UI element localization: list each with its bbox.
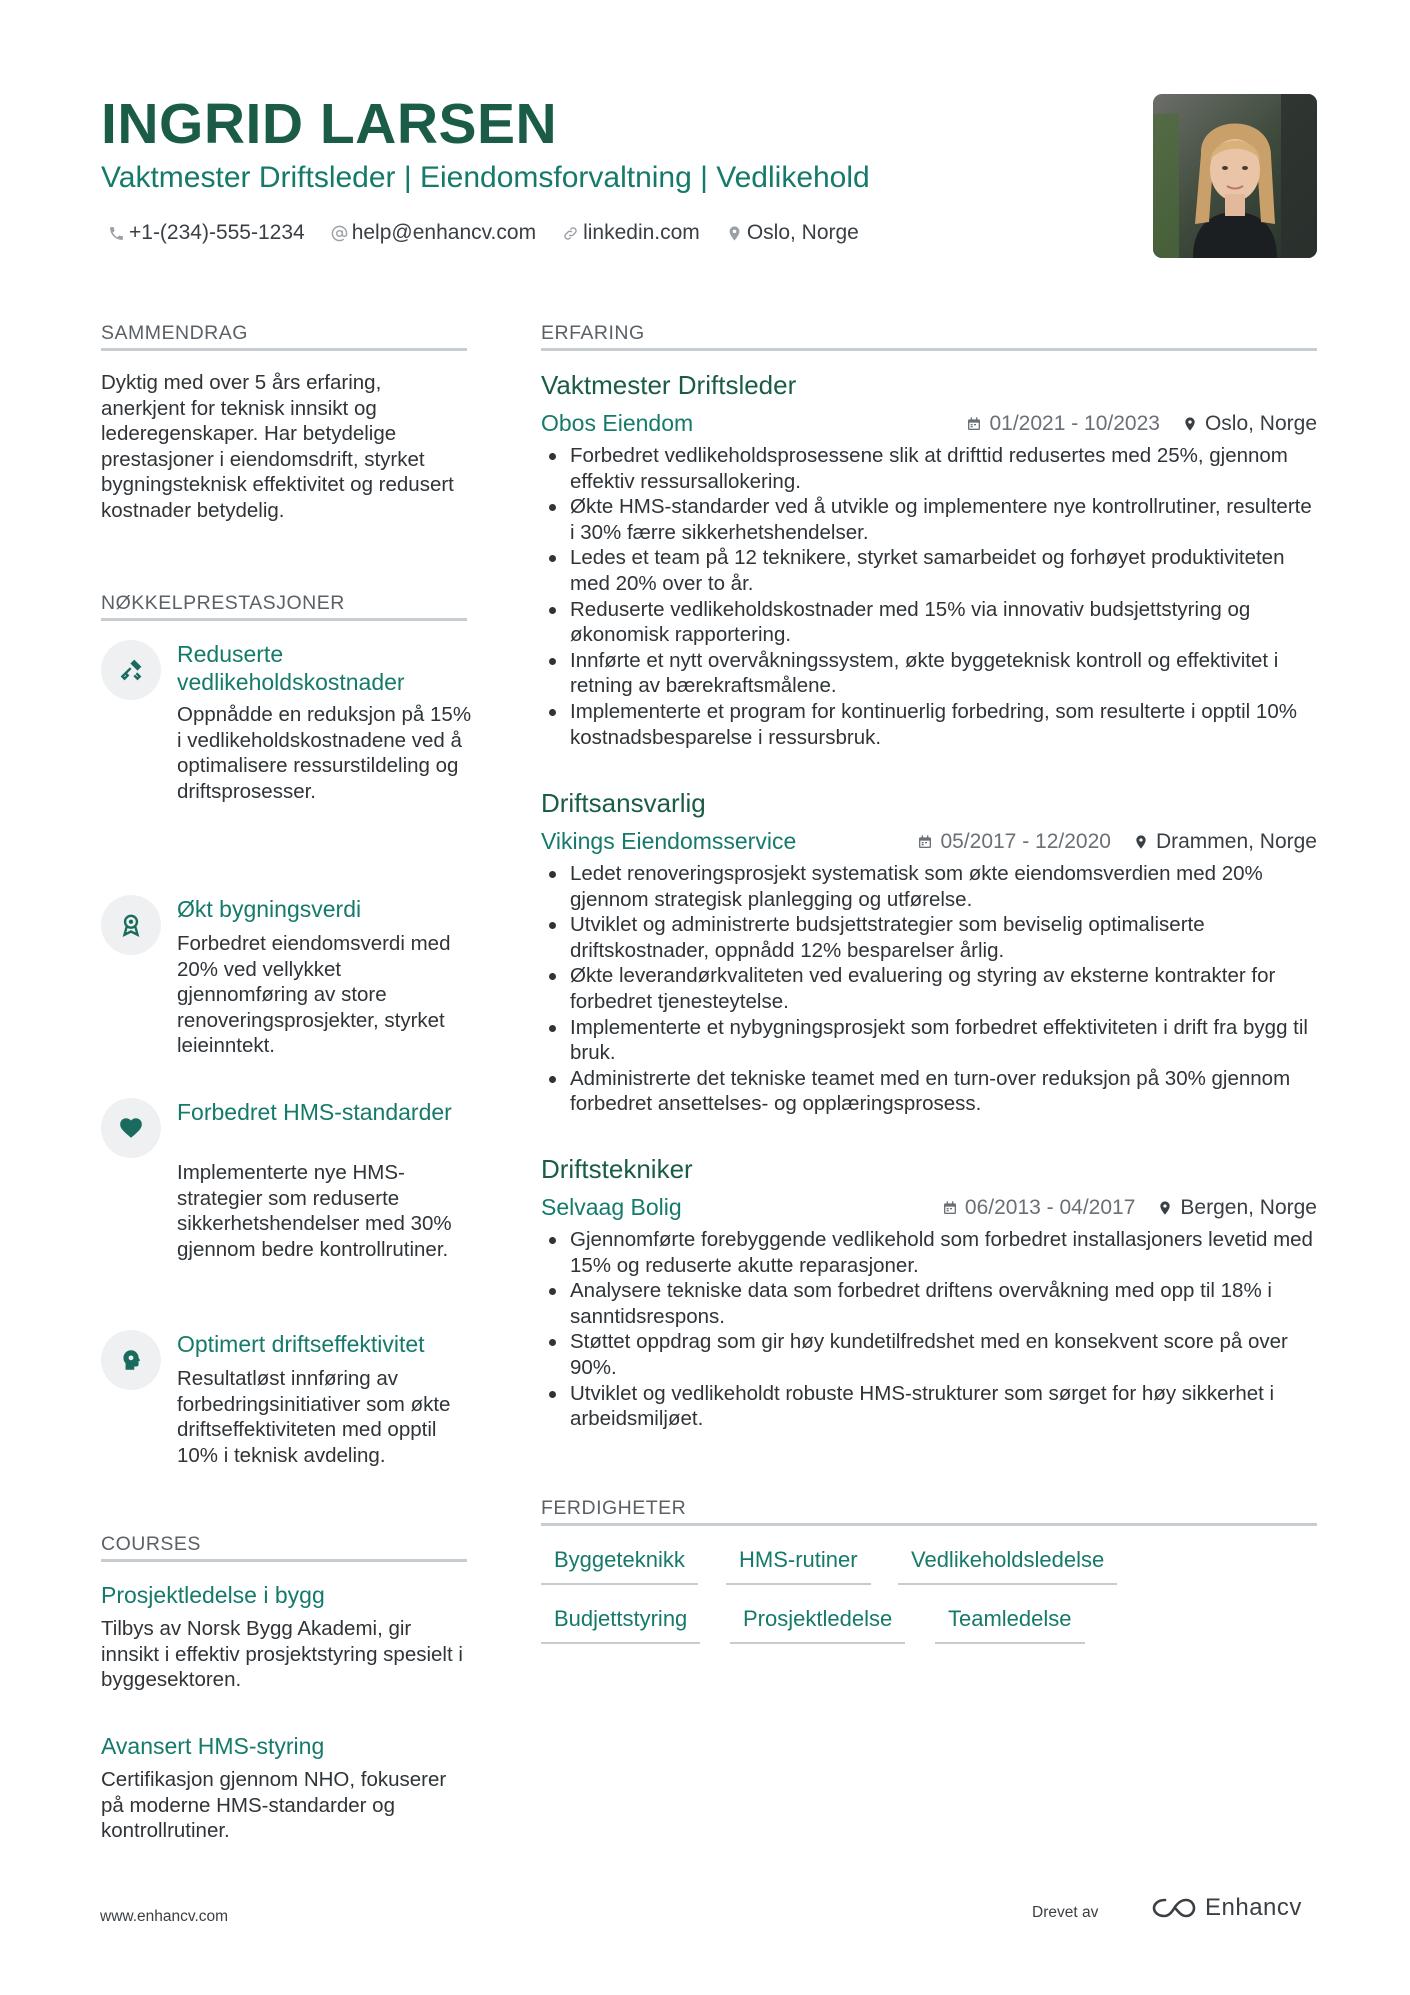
section-divider bbox=[541, 348, 1317, 351]
job-location bbox=[1133, 827, 1317, 857]
summary-text: Dyktig med over 5 års erfaring, anerkjent for teknisk innsikt og lederegenskaper. Har betydelige prestasjoner i eiendomsdrift, styrket bygningsteknisk effektivitet og redusert kostnader betydelig. bbox=[101, 371, 454, 522]
job-bullet: Forbedret vedlikeholdsprosessene slik at drifttid redusertes med 25%, gjennom effektiv ressursallokering. bbox=[545, 443, 1321, 494]
job-company: Vikings Eiendomsservice bbox=[541, 828, 797, 854]
section-title-achievements: NØKKELPRESTASJONER bbox=[101, 592, 345, 614]
achievement-item bbox=[101, 895, 471, 1065]
contact-linkedin[interactable] bbox=[562, 218, 700, 248]
job-dates bbox=[917, 827, 1110, 857]
phone-text: +1-(234)-555-1234 bbox=[129, 221, 305, 244]
section-divider bbox=[101, 1559, 467, 1562]
location-text: Oslo, Norge bbox=[746, 221, 859, 244]
section-divider bbox=[541, 1523, 1317, 1526]
footer-url[interactable]: www.enhancv.com bbox=[100, 1908, 229, 1925]
email-text: help@enhancv.com bbox=[351, 221, 537, 244]
job-company: Selvaag Bolig bbox=[541, 1194, 682, 1220]
achievement-desc: Resultatløst innføring av forbedringsinitiativer som økte driftseffektiviteten med opptil 10% i teknisk avdeling. bbox=[177, 1367, 451, 1467]
job-dates bbox=[966, 409, 1159, 439]
job-dates-text: 05/2017 - 12/2020 bbox=[940, 830, 1111, 853]
job-bullet: Utviklet og vedlikeholdt robuste HMS-strukturer som sørget for høy sikkerhet i arbeidsmiljøet. bbox=[545, 1381, 1321, 1432]
calendar-icon bbox=[966, 416, 982, 432]
heart-icon bbox=[118, 1115, 144, 1141]
job-location-text: Oslo, Norge bbox=[1204, 412, 1317, 435]
location-pin-icon bbox=[726, 225, 743, 242]
job-meta bbox=[917, 827, 1317, 857]
job-dates-text: 06/2013 - 04/2017 bbox=[964, 1196, 1136, 1219]
job-title: Driftsansvarlig bbox=[541, 788, 706, 818]
achievement-icon-wrap bbox=[101, 1098, 161, 1158]
calendar-icon bbox=[942, 1200, 958, 1216]
job-location bbox=[1157, 1193, 1317, 1223]
achievement-title: Forbedret HMS-standarder bbox=[177, 1099, 452, 1125]
at-icon bbox=[331, 225, 348, 242]
job-dates-text: 01/2021 - 10/2023 bbox=[989, 412, 1160, 435]
location-pin-icon bbox=[1157, 1200, 1173, 1216]
contact-location bbox=[726, 218, 859, 248]
skill-tag: Teamledelse bbox=[935, 1604, 1085, 1644]
enhancv-logo-text: Enhancv bbox=[1205, 1894, 1302, 1921]
contact-email[interactable] bbox=[331, 218, 536, 248]
section-title-courses: COURSES bbox=[101, 1533, 201, 1555]
footer-powered-by: Drevet av bbox=[1032, 1904, 1099, 1921]
link-icon bbox=[562, 225, 579, 242]
course-title: Avansert HMS-styring bbox=[101, 1733, 325, 1759]
contact-phone[interactable] bbox=[108, 218, 305, 248]
achievement-icon-wrap bbox=[101, 640, 161, 700]
job-meta bbox=[942, 1193, 1317, 1223]
achievement-title: Reduserte vedlikeholdskostnader bbox=[177, 641, 405, 695]
job-dates bbox=[942, 1193, 1135, 1223]
achievement-item bbox=[101, 1330, 471, 1490]
job-bullet: Innførte et nytt overvåkningssystem, økte byggeteknisk kontroll og effektivitet i retning av bærekraftsmålene. bbox=[545, 648, 1321, 699]
job-bullet: Økte leverandørkvaliteten ved evaluering og styring av eksterne kontrakter for forbedret tjenesteytelse. bbox=[545, 963, 1321, 1014]
candidate-name: INGRID LARSEN bbox=[101, 92, 558, 156]
section-divider bbox=[101, 618, 467, 621]
location-pin-icon bbox=[1133, 834, 1149, 850]
head-gear-icon bbox=[118, 1347, 144, 1373]
skill-tag: HMS-rutiner bbox=[726, 1545, 871, 1585]
skill-tag: Budjettstyring bbox=[541, 1604, 700, 1644]
job-bullet: Ledet renoveringsprosjekt systematisk som økte eiendomsverdien med 20% gjennom strategisk planlegging og utførelse. bbox=[545, 861, 1321, 912]
achievement-desc: Implementerte nye HMS-strategier som reduserte sikkerhetshendelser med 30% gjennom bedre kontrollrutiner. bbox=[177, 1161, 452, 1261]
skill-tag: Byggeteknikk bbox=[541, 1545, 698, 1585]
job-location bbox=[1182, 409, 1317, 439]
job-location-text: Drammen, Norge bbox=[1155, 830, 1317, 853]
job-bullet: Administrerte det tekniske teamet med en turn-over reduksjon på 30% gjennom forbedret ansettelses- og opplæringsprosess. bbox=[545, 1066, 1321, 1117]
course-desc: Tilbys av Norsk Bygg Akademi, gir innsikt i effektiv prosjektstyring spesielt i byggesektoren. bbox=[101, 1617, 463, 1692]
job-bullets bbox=[545, 861, 1321, 1117]
achievement-icon-wrap bbox=[101, 895, 161, 955]
job-bullet: Økte HMS-standarder ved å utvikle og implementere nye kontrollrutiner, resulterte i 30% færre sikkerhetshendelser. bbox=[545, 494, 1321, 545]
contact-bar bbox=[108, 218, 859, 248]
enhancv-logo[interactable] bbox=[1151, 1894, 1302, 1922]
award-icon bbox=[118, 912, 144, 938]
job-location-text: Bergen, Norge bbox=[1180, 1196, 1317, 1219]
job-bullet: Analysere tekniske data som forbedret driftens overvåkning med opp til 18% i sanntidsrespons. bbox=[545, 1278, 1321, 1329]
job-bullet: Implementerte et nybygningsprosjekt som forbedret effektiviteten i drift fra bygg til bruk. bbox=[545, 1015, 1321, 1066]
section-title-skills: FERDIGHETER bbox=[541, 1497, 687, 1519]
job-bullets bbox=[545, 1227, 1321, 1432]
skill-tag: Prosjektledelse bbox=[730, 1604, 905, 1644]
achievement-desc: Forbedret eiendomsverdi med 20% ved vellykket gjennomføring av store renoveringsprosjekter, styrket leieinntekt. bbox=[177, 932, 451, 1058]
job-bullets bbox=[545, 443, 1321, 750]
skill-tag: Vedlikeholdsledelse bbox=[898, 1545, 1117, 1585]
achievement-desc: Oppnådde en reduksjon på 15% i vedlikeholdskostnadene ved å optimalisere ressurstildeling og driftsprosesser. bbox=[177, 703, 472, 803]
section-divider bbox=[101, 348, 467, 351]
phone-icon bbox=[108, 225, 125, 242]
job-title: Vaktmester Driftsleder bbox=[541, 370, 797, 400]
job-bullet: Ledes et team på 12 teknikere, styrket samarbeidet og forhøyet produktiviteten med 20% over to år. bbox=[545, 545, 1321, 596]
course-desc: Certifikasjon gjennom NHO, fokuserer på moderne HMS-standarder og kontrollrutiner. bbox=[101, 1768, 447, 1843]
job-bullet: Gjennomførte forebyggende vedlikehold som forbedret installasjoners levetid med 15% og reduserte akutte reparasjoner. bbox=[545, 1227, 1321, 1278]
tools-icon bbox=[118, 657, 144, 683]
achievement-title: Optimert driftseffektivitet bbox=[177, 1331, 425, 1357]
job-bullet: Utviklet og administrerte budsjettstrategier som beviselig optimaliserte driftskostnader, oppnådd 12% besparelser årlig. bbox=[545, 912, 1321, 963]
section-title-experience: ERFARING bbox=[541, 322, 645, 344]
job-bullet: Implementerte et program for kontinuerlig forbedring, som resulterte i opptil 10% kostnadsbesparelse i ressursbruk. bbox=[545, 699, 1321, 750]
job-title: Driftstekniker bbox=[541, 1154, 693, 1184]
job-bullet: Støttet oppdrag som gir høy kundetilfredshet med en konsekvent score på over 90%. bbox=[545, 1329, 1321, 1380]
job-bullet: Reduserte vedlikeholdskostnader med 15% via innovativ budsjettstyring og økonomisk rapportering. bbox=[545, 597, 1321, 648]
enhancv-logo-icon bbox=[1151, 1895, 1197, 1921]
linkedin-text: linkedin.com bbox=[583, 221, 700, 244]
achievement-item bbox=[101, 640, 471, 870]
job-company: Obos Eiendom bbox=[541, 410, 694, 436]
headline: Vaktmester Driftsleder | Eiendomsforvaltning | Vedlikehold bbox=[101, 161, 870, 194]
location-pin-icon bbox=[1182, 416, 1198, 432]
job-meta bbox=[966, 409, 1317, 439]
achievement-item bbox=[101, 1098, 471, 1288]
profile-photo bbox=[1153, 94, 1317, 258]
section-title-summary: SAMMENDRAG bbox=[101, 322, 248, 344]
achievement-title: Økt bygningsverdi bbox=[177, 896, 362, 922]
course-title: Prosjektledelse i bygg bbox=[101, 1582, 325, 1608]
achievement-icon-wrap bbox=[101, 1330, 161, 1390]
calendar-icon bbox=[917, 834, 933, 850]
